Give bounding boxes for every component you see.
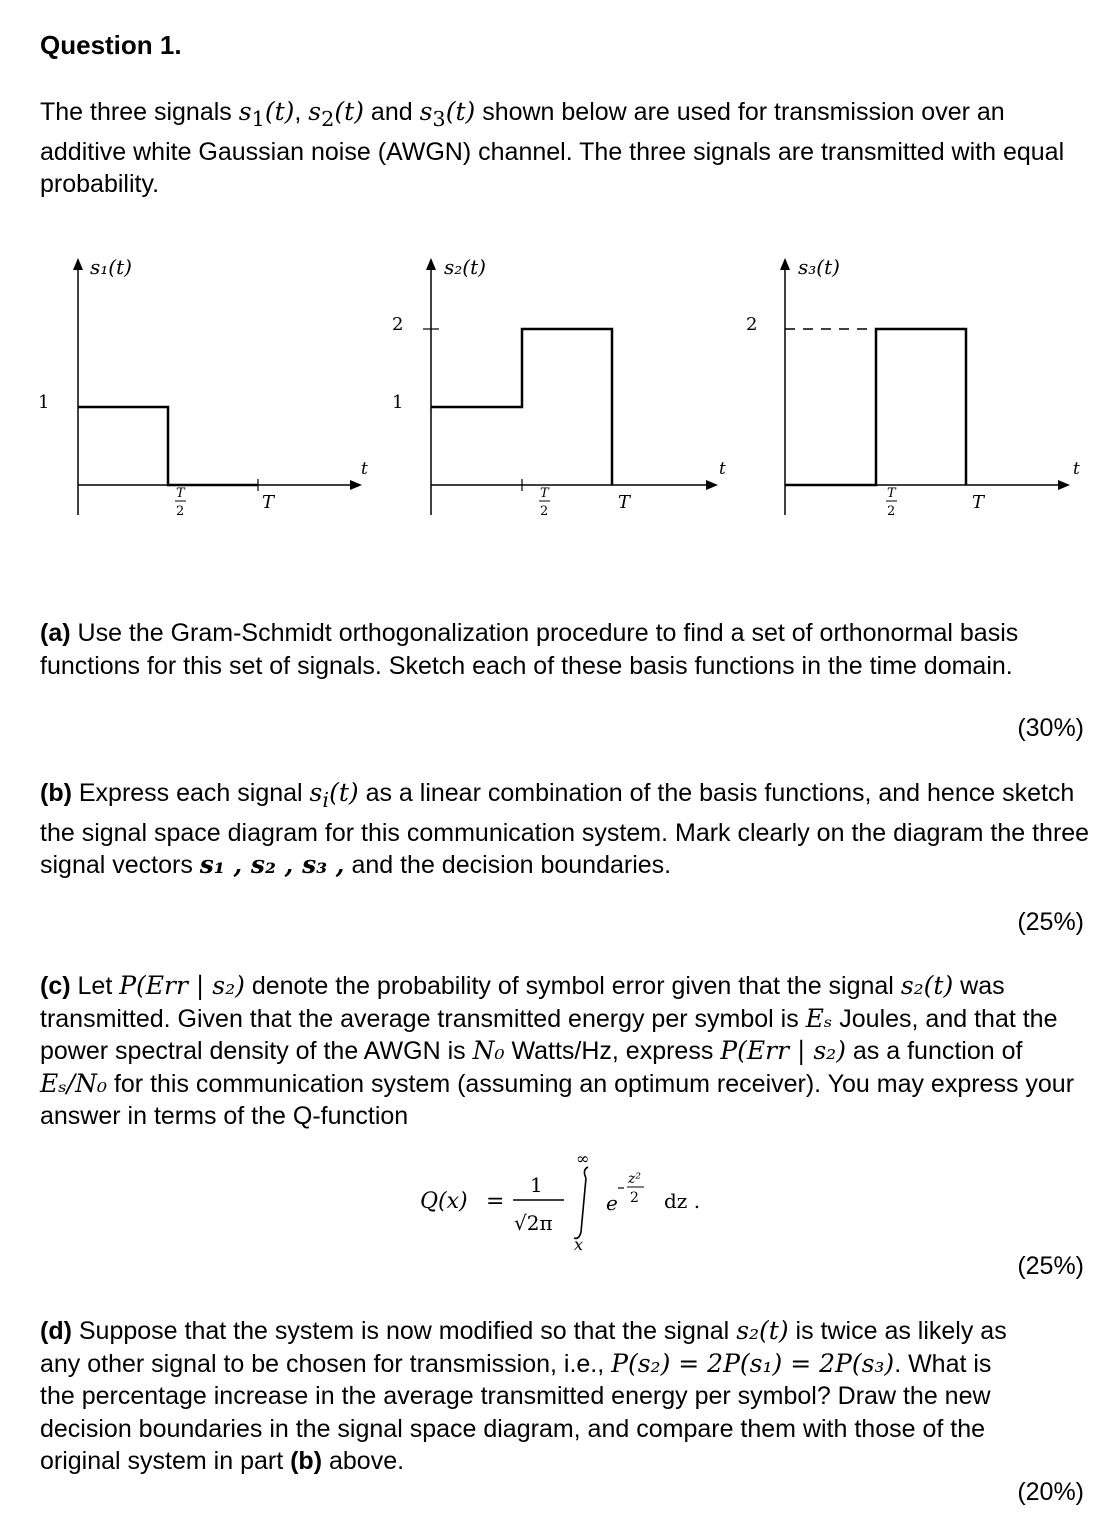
formula-den: √2π — [514, 1211, 553, 1235]
sym-s2-sub: 2 — [321, 107, 335, 131]
part-a-label: (a) — [40, 619, 71, 647]
s2-tick-T: T — [618, 492, 631, 513]
s1-label: s₁(t) — [90, 255, 132, 279]
part-b-text-3: and the decision boundaries. — [344, 851, 672, 879]
intro-text-1: The three signals — [40, 98, 239, 126]
part-d-text-1: Suppose that the system is now modified so that the signal — [71, 1317, 737, 1345]
s2-label: s₂(t) — [444, 255, 486, 279]
n0-symbol: N₀ — [472, 1036, 505, 1065]
question-title: Question 1. — [40, 30, 182, 60]
sym-s2-arg: (t) — [334, 97, 364, 126]
signal-figure — [0, 230, 1102, 530]
intro-text-4: shown below are used for transmission over an additive white Gaussian noise (AWGN) channel. The three signals are transmitted with equal probability. — [40, 98, 1065, 198]
part-c-weight: (25%) — [1017, 1252, 1084, 1280]
s1-axis-var: t — [361, 459, 368, 479]
s3-half-den: 2 — [887, 504, 896, 519]
perr-expr-2: P(Err | s₂) — [720, 1036, 846, 1065]
sym-s1-arg: (t) — [264, 97, 295, 126]
formula-exp-num: z² — [628, 1171, 641, 1187]
s2-ytick-1: 1 — [392, 392, 404, 413]
s3-axis-var: t — [1073, 459, 1080, 479]
part-b — [40, 777, 1090, 882]
part-b-reference: (b) — [290, 1447, 323, 1475]
sym-s3-arg: (t) — [445, 97, 476, 126]
s2-half-den: 2 — [540, 504, 549, 519]
sym-s3-sub: 3 — [432, 107, 446, 131]
s1-half-den: 2 — [176, 504, 185, 519]
signal-vectors: s₁ , s₂ , s₃ , — [199, 850, 345, 879]
intro-text-3: and — [363, 98, 420, 126]
sym-s3: s — [419, 97, 433, 126]
part-b-text-2: as a linear combination of the basis functions, and hence sketch the signal space diagram for this communication system. Mark clearly on the diagram the three signal vectors — [40, 779, 1090, 879]
formula-lhs: Q(x) — [420, 1189, 468, 1214]
part-c-text-5: Watts/Hz, express — [504, 1037, 721, 1065]
s1-tick-T: T — [262, 492, 275, 513]
perr-expr: P(Err | s₂) — [119, 971, 245, 1000]
formula-exp-den: 2 — [630, 1190, 639, 1206]
part-c-text-2: denote the probability of symbol error given that the signal — [244, 972, 901, 1000]
s2-half-num: T — [540, 486, 549, 501]
es-n0-ratio: Eₛ/N₀ — [40, 1068, 107, 1098]
s2t-expr: s₂(t) — [900, 971, 954, 1000]
formula-num: 1 — [530, 1173, 543, 1197]
formula-e: e — [606, 1191, 618, 1215]
part-c-text-3: was transmitted. Given that the average transmitted energy per symbol is — [40, 972, 1005, 1033]
formula-dz: dz . — [664, 1189, 701, 1213]
s3-label: s₃(t) — [798, 255, 840, 279]
d-s2t-expr: s₂(t) — [736, 1316, 789, 1345]
s3-half-num: T — [887, 486, 896, 501]
sym-s1: s — [238, 97, 252, 126]
sym-si: s — [309, 778, 323, 807]
s2-waveform — [431, 329, 612, 485]
s2-axis-var: t — [719, 459, 726, 479]
part-b-text-1: Express each signal — [71, 779, 310, 807]
s3-ytick-2: 2 — [746, 314, 758, 335]
part-d-text-3: . What is the percentage increase in the average transmitted energy per symbol? Draw the new decision boundaries in the signal space diagram, and compare them with those of the original system in part — [40, 1349, 992, 1475]
part-d-label: (d) — [40, 1317, 72, 1345]
sym-si-sub: i — [322, 788, 330, 812]
s3-waveform — [785, 329, 966, 485]
s1-half-num: T — [176, 486, 185, 501]
s3-tick-T: T — [972, 492, 985, 513]
part-c-label: (c) — [40, 972, 71, 1000]
formula-upper: ∞ — [576, 1150, 590, 1168]
part-c-text-6: as a function of — [845, 1037, 1023, 1065]
integral-sign — [574, 1167, 588, 1238]
s2-ytick-2: 2 — [392, 314, 404, 335]
part-d-text-2: is twice as likely as any other signal to be chosen for transmission, i.e., — [40, 1317, 1007, 1378]
formula-lower: x — [574, 1235, 584, 1250]
part-c — [40, 970, 1090, 1133]
part-a — [40, 617, 1090, 682]
part-d-text-4: above. — [322, 1447, 405, 1475]
plot-s1 — [38, 255, 368, 519]
q-function-formula — [420, 1150, 720, 1250]
formula-eq: = — [486, 1189, 505, 1214]
s1-ytick-1: 1 — [38, 392, 50, 413]
part-a-weight: (30%) — [1017, 714, 1084, 742]
part-d-weight: (20%) — [1017, 1478, 1084, 1506]
part-c-text-7: for this communication system (assuming an optimum receiver). You may express your answer in terms of the Q-function — [40, 1069, 1075, 1130]
sym-si-arg: (t) — [329, 778, 359, 807]
s1-waveform — [78, 407, 258, 485]
part-b-label: (b) — [40, 779, 72, 807]
plot-s2 — [392, 255, 726, 519]
intro-text-2: , — [294, 98, 309, 126]
sym-s1-sub: 1 — [251, 107, 265, 131]
part-c-text-4: Joules, and that the power spectral density of the AWGN is — [40, 1004, 1058, 1065]
part-c-text-1: Let — [70, 972, 120, 1000]
plot-s3 — [746, 255, 1080, 519]
part-b-weight: (25%) — [1017, 908, 1084, 936]
sym-s2: s — [308, 97, 322, 126]
probability-equation: P(s₂) = 2P(s₁) = 2P(s₃) — [611, 1348, 895, 1378]
part-d — [40, 1315, 1030, 1478]
part-a-text: Use the Gram-Schmidt orthogonalization procedure to find a set of orthonormal basis functions for this set of signals. Sketch each of these basis functions in the time domain. — [40, 619, 1019, 680]
intro-paragraph — [40, 96, 1090, 201]
es-symbol: Eₛ — [805, 1003, 833, 1033]
